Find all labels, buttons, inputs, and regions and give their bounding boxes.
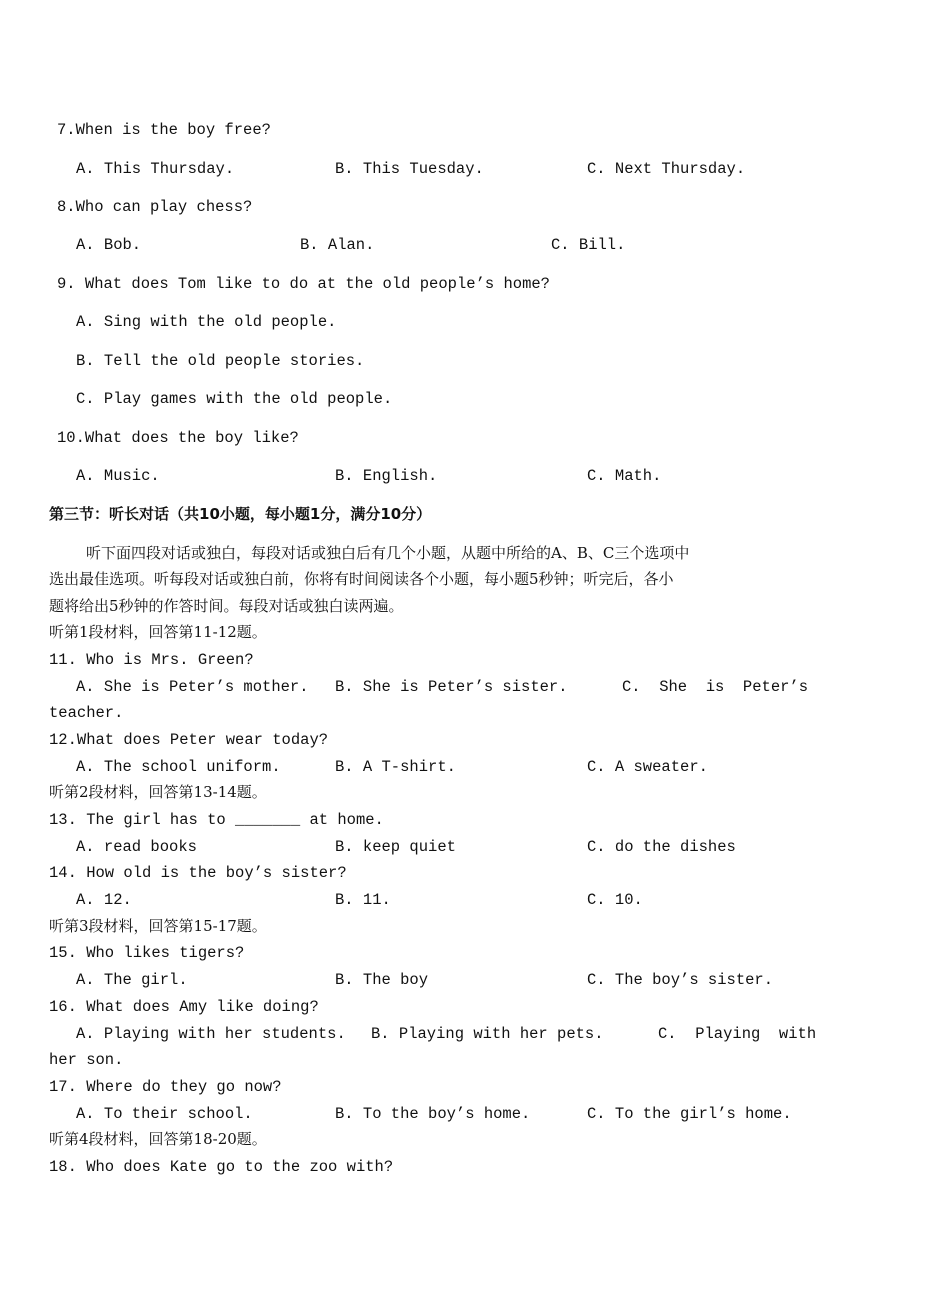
q12-stem: 12.What does Peter wear today? xyxy=(49,731,329,749)
q10-stem: 10.What does the boy like? xyxy=(57,429,299,447)
q10-option-b: B. English. xyxy=(335,467,438,485)
part-2-instruction: 听第2段材料，回答第13-14题。 xyxy=(49,783,267,801)
q11-option-b: B. She is Peter’s sister. xyxy=(335,678,568,696)
q16-option-a: A. Playing with her students. xyxy=(76,1025,346,1043)
part-3-instruction: 听第3段材料，回答第15-17题。 xyxy=(49,917,267,935)
q8-option-c: C. Bill. xyxy=(551,236,626,254)
q17-option-b: B. To the boy’s home. xyxy=(335,1105,531,1123)
q13-option-a: A. read books xyxy=(76,838,197,856)
q9-stem: 9. What does Tom like to do at the old people’s home? xyxy=(57,275,550,293)
q7-option-c: C. Next Thursday. xyxy=(587,160,746,178)
q12-option-a: A. The school uniform. xyxy=(76,758,281,776)
q13-stem: 13. The girl has to _______ at home. xyxy=(49,811,384,829)
q11-option-c: C. She is Peter’s xyxy=(622,678,809,696)
part-4-instruction: 听第4段材料，回答第18-20题。 xyxy=(49,1130,267,1148)
q7-option-b: B. This Tuesday. xyxy=(335,160,484,178)
q11-stem: 11. Who is Mrs. Green? xyxy=(49,651,254,669)
section-intro-line-2: 选出最佳选项。听每段对话或独白前，你将有时间阅读各个小题，每小题5秒钟；听完后，各小 xyxy=(49,570,674,588)
q8-option-a: A. Bob. xyxy=(76,236,142,254)
q18-stem: 18. Who does Kate go to the zoo with? xyxy=(49,1158,394,1176)
q16-option-c: C. Playing with xyxy=(658,1025,817,1043)
q12-option-b: B. A T-shirt. xyxy=(335,758,456,776)
q17-option-a: A. To their school. xyxy=(76,1105,253,1123)
q14-option-a: A. 12. xyxy=(76,891,132,909)
q17-option-c: C. To the girl’s home. xyxy=(587,1105,792,1123)
q10-option-c: C. Math. xyxy=(587,467,662,485)
part-1-instruction: 听第1段材料，回答第11-12题。 xyxy=(49,623,267,641)
q17-stem: 17. Where do they go now? xyxy=(49,1078,282,1096)
q12-option-c: C. A sweater. xyxy=(587,758,708,776)
q10-option-a: A. Music. xyxy=(76,467,160,485)
section-intro-line-1: 听下面四段对话或独白，每段对话或独白后有几个小题，从题中所给的A、B、C三个选项中 xyxy=(86,544,690,562)
q8-stem: 8.Who can play chess? xyxy=(57,198,253,216)
q13-option-c: C. do the dishes xyxy=(587,838,736,856)
q15-option-a: A. The girl. xyxy=(76,971,188,989)
q9-option-b: B. Tell the old people stories. xyxy=(76,352,365,370)
q14-option-b: B. 11. xyxy=(335,891,391,909)
q14-option-c: C. 10. xyxy=(587,891,643,909)
q14-stem: 14. How old is the boy’s sister? xyxy=(49,864,347,882)
q16-option-c-wrap: her son. xyxy=(49,1051,124,1069)
q11-option-c-wrap: teacher. xyxy=(49,704,124,722)
q16-option-b: B. Playing with her pets. xyxy=(371,1025,604,1043)
q16-stem: 16. What does Amy like doing? xyxy=(49,998,319,1016)
q15-option-b: B. The boy xyxy=(335,971,429,989)
section-heading: 第三节：听长对话（共10小题，每小题1分，满分10分） xyxy=(49,505,432,523)
q7-stem: 7.When is the boy free? xyxy=(57,121,271,139)
q8-option-b: B. Alan. xyxy=(300,236,375,254)
q9-option-c: C. Play games with the old people. xyxy=(76,390,393,408)
q15-option-c: C. The boy’s sister. xyxy=(587,971,774,989)
q11-option-a: A. She is Peter’s mother. xyxy=(76,678,309,696)
section-intro-line-3: 题将给出5秒钟的作答时间。每段对话或独白读两遍。 xyxy=(49,597,404,615)
q9-option-a: A. Sing with the old people. xyxy=(76,313,337,331)
q15-stem: 15. Who likes tigers? xyxy=(49,944,245,962)
q7-option-a: A. This Thursday. xyxy=(76,160,235,178)
q13-option-b: B. keep quiet xyxy=(335,838,456,856)
